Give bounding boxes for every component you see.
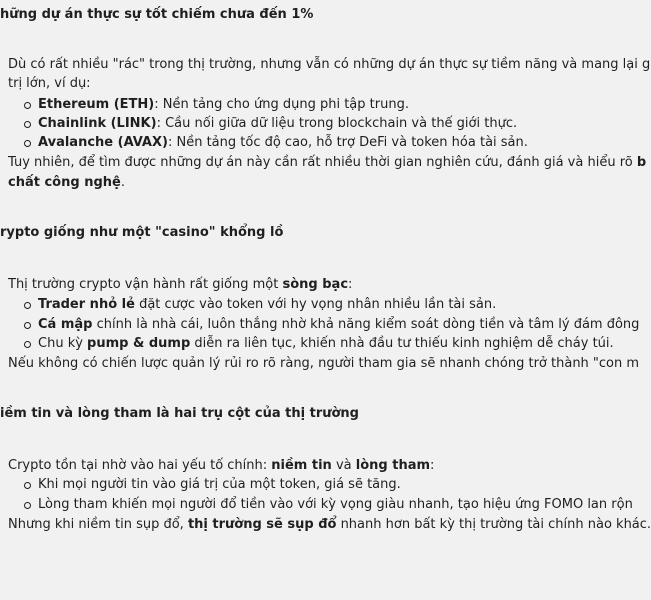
bullet-icon xyxy=(24,322,31,329)
section-1-outro: Tuy nhiên, để tìm được những dự án này cần rất nhiều thời gian nghiên cứu, đánh giá và hiểu rõ b xyxy=(8,155,647,170)
section-1-intro: Dù có rất nhiều "rác" trong thị trường, nhưng vẫn có những dự án thực sự tiềm năng và mang lại g xyxy=(8,57,651,72)
section-1-outro-cont: chất công nghệ. xyxy=(8,175,125,190)
bullet-icon xyxy=(24,482,31,489)
list-item: Khi mọi người tin vào giá trị của một token, giá sẽ tăng. xyxy=(38,477,401,492)
section-heading-1: hững dự án thực sự tốt chiếm chưa đến 1% xyxy=(0,7,314,22)
bullet-icon xyxy=(24,140,31,147)
section-heading-3: iềm tin và lòng tham là hai trụ cột của thị trường xyxy=(0,406,359,421)
section-2-intro: Thị trường crypto vận hành rất giống một sòng bạc: xyxy=(8,277,353,292)
bullet-icon xyxy=(24,102,31,109)
bullet-icon xyxy=(24,302,31,309)
list-item: Chu kỳ pump & dump diễn ra liên tục, khiến nhà đầu tư thiếu kinh nghiệm dễ cháy túi. xyxy=(38,336,614,351)
list-item: Avalanche (AVAX): Nền tảng tốc độ cao, hỗ trợ DeFi và token hóa tài sản. xyxy=(38,135,528,150)
section-3-outro: Nhưng khi niềm tin sụp đổ, thị trường sẽ sụp đổ nhanh hơn bất kỳ thị trường tài chính nào khác. xyxy=(8,517,651,532)
bullet-icon xyxy=(24,502,31,509)
list-item: Cá mập chính là nhà cái, luôn thắng nhờ khả năng kiểm soát dòng tiền và tâm lý đám đông xyxy=(38,317,640,332)
section-3-intro: Crypto tồn tại nhờ vào hai yếu tố chính: niềm tin và lòng tham: xyxy=(8,458,435,473)
section-2-outro: Nếu không có chiến lược quản lý rủi ro rõ ràng, người tham gia sẽ nhanh chóng trở thành "con m xyxy=(8,356,640,371)
bullet-icon xyxy=(24,341,31,348)
list-item: Trader nhỏ lẻ đặt cược vào token với hy vọng nhân nhiều lần tài sản. xyxy=(38,297,497,312)
list-item: Ethereum (ETH): Nền tảng cho ứng dụng phi tập trung. xyxy=(38,97,409,112)
bullet-icon xyxy=(24,121,31,128)
section-heading-2: rypto giống như một "casino" khổng lồ xyxy=(0,225,284,240)
section-1-intro-cont: trị lớn, ví dụ: xyxy=(8,76,91,91)
list-item: Lòng tham khiến mọi người đổ tiền vào với kỳ vọng giàu nhanh, tạo hiệu ứng FOMO lan rộn xyxy=(38,497,633,512)
list-item: Chainlink (LINK): Cầu nối giữa dữ liệu trong blockchain và thế giới thực. xyxy=(38,116,518,131)
